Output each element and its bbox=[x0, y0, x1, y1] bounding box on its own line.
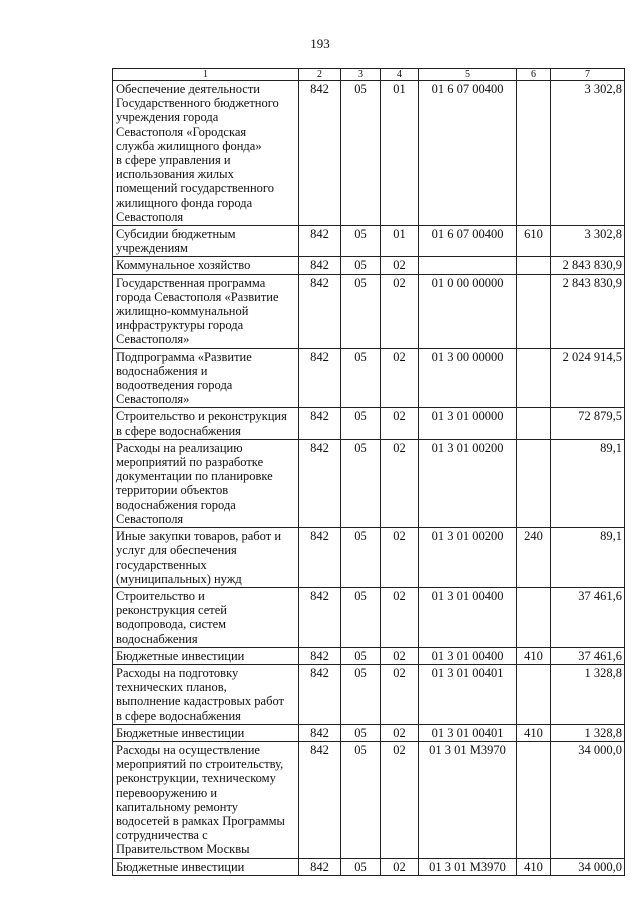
expense-type-code bbox=[517, 741, 551, 858]
expense-name-line: учреждения города bbox=[116, 110, 219, 125]
expense-name-line: водоотведения города bbox=[116, 378, 233, 393]
expense-type-code bbox=[517, 348, 551, 408]
target-article-code: 01 0 00 00000 bbox=[419, 274, 517, 348]
amount: 89,1 bbox=[551, 528, 625, 588]
expense-name bbox=[113, 587, 299, 647]
admin-code: 842 bbox=[299, 439, 341, 527]
target-article-code: 01 3 01 00200 bbox=[419, 528, 517, 588]
admin-code: 842 bbox=[299, 664, 341, 724]
expense-name bbox=[113, 647, 299, 664]
expense-name-line: Иные закупки товаров, работ и bbox=[116, 529, 282, 544]
expense-name-line: Севастополя bbox=[116, 511, 184, 526]
table-row bbox=[113, 408, 625, 439]
expense-name-line: Правительством Москвы bbox=[116, 842, 250, 857]
expense-name bbox=[113, 257, 299, 274]
expense-name-line: реконструкция сетей bbox=[116, 603, 227, 618]
section-code: 05 bbox=[341, 664, 381, 724]
expense-name-line: водопровода, систем bbox=[116, 617, 227, 632]
amount: 34 000,0 bbox=[551, 858, 625, 875]
expense-name-line: Строительство и реконструкция bbox=[116, 409, 287, 424]
subsection-code: 02 bbox=[381, 274, 419, 348]
expense-name-line: Субсидии бюджетным bbox=[116, 227, 236, 242]
expense-name-line: технических планов, bbox=[116, 680, 227, 695]
expense-name bbox=[113, 226, 299, 257]
table-row bbox=[113, 664, 625, 724]
admin-code: 842 bbox=[299, 408, 341, 439]
column-number-row bbox=[113, 69, 625, 81]
expense-name bbox=[113, 81, 299, 226]
expense-name-line: Бюджетные инвестиции bbox=[116, 648, 245, 663]
expense-name-line: города Севастополя «Развитие bbox=[116, 289, 279, 304]
expense-name bbox=[113, 348, 299, 408]
expense-name-line: учреждениям bbox=[116, 241, 188, 256]
budget-table-body bbox=[113, 69, 625, 876]
amount: 37 461,6 bbox=[551, 587, 625, 647]
amount: 3 302,8 bbox=[551, 226, 625, 257]
expense-name-line: Расходы на реализацию bbox=[116, 440, 243, 455]
expense-name-line: Севастополя» bbox=[116, 392, 190, 407]
admin-code: 842 bbox=[299, 226, 341, 257]
admin-code: 842 bbox=[299, 741, 341, 858]
expense-name-line: Расходы на осуществление bbox=[116, 742, 260, 757]
expense-name-line: инфраструктуры города bbox=[116, 318, 244, 333]
section-code: 05 bbox=[341, 81, 381, 226]
admin-code: 842 bbox=[299, 81, 341, 226]
expense-type-code bbox=[517, 274, 551, 348]
expense-type-code: 410 bbox=[517, 647, 551, 664]
table-row bbox=[113, 257, 625, 274]
expense-name bbox=[113, 724, 299, 741]
table-row bbox=[113, 724, 625, 741]
expense-name-line: жилищного фонда города bbox=[116, 195, 253, 210]
target-article-code: 01 3 01 00400 bbox=[419, 587, 517, 647]
table-row bbox=[113, 858, 625, 875]
expense-name-line: (муниципальных) нужд bbox=[116, 571, 242, 586]
expense-name-line: капитальному ремонту bbox=[116, 799, 239, 814]
expense-type-code: 410 bbox=[517, 858, 551, 875]
target-article-code: 01 3 01 00400 bbox=[419, 647, 517, 664]
section-code: 05 bbox=[341, 257, 381, 274]
expense-name-line: использования жилых bbox=[116, 167, 234, 182]
subsection-code: 02 bbox=[381, 664, 419, 724]
expense-name-line: мероприятий по строительству, bbox=[116, 757, 284, 772]
admin-code: 842 bbox=[299, 724, 341, 741]
target-article-code: 01 3 01 М3970 bbox=[419, 741, 517, 858]
table-row bbox=[113, 274, 625, 348]
subsection-code: 01 bbox=[381, 81, 419, 226]
expense-name bbox=[113, 664, 299, 724]
amount: 1 328,8 bbox=[551, 724, 625, 741]
expense-name-line: Строительство и bbox=[116, 588, 205, 603]
subsection-code: 02 bbox=[381, 439, 419, 527]
expense-type-code bbox=[517, 439, 551, 527]
expense-type-code bbox=[517, 664, 551, 724]
section-code: 05 bbox=[341, 858, 381, 875]
section-code: 05 bbox=[341, 528, 381, 588]
expense-name-line: Коммунальное хозяйство bbox=[116, 258, 251, 273]
expense-type-code bbox=[517, 587, 551, 647]
expense-name-line: Бюджетные инвестиции bbox=[116, 859, 245, 874]
expense-name-line: жилищно-коммунальной bbox=[116, 304, 249, 319]
expense-name bbox=[113, 408, 299, 439]
expense-type-code: 410 bbox=[517, 724, 551, 741]
table-row bbox=[113, 348, 625, 408]
expense-name-line: водосетей в рамках Программы bbox=[116, 813, 285, 828]
column-number: 4 bbox=[381, 69, 419, 81]
admin-code: 842 bbox=[299, 647, 341, 664]
expense-name-line: территории объектов bbox=[116, 483, 229, 498]
expense-name bbox=[113, 858, 299, 875]
subsection-code: 02 bbox=[381, 741, 419, 858]
expense-name-line: перевооружению и bbox=[116, 785, 218, 800]
section-code: 05 bbox=[341, 741, 381, 858]
amount: 2 843 830,9 bbox=[551, 274, 625, 348]
table-row bbox=[113, 741, 625, 858]
expense-name bbox=[113, 528, 299, 588]
amount: 1 328,8 bbox=[551, 664, 625, 724]
table-row bbox=[113, 587, 625, 647]
expense-name-line: государственных bbox=[116, 557, 207, 572]
table-row bbox=[113, 528, 625, 588]
subsection-code: 02 bbox=[381, 587, 419, 647]
expense-name bbox=[113, 274, 299, 348]
expense-name-line: в сфере управления и bbox=[116, 153, 231, 168]
target-article-code: 01 3 01 00401 bbox=[419, 664, 517, 724]
target-article-code: 01 3 01 00200 bbox=[419, 439, 517, 527]
target-article-code: 01 3 01 00000 bbox=[419, 408, 517, 439]
target-article-code: 01 3 01 М3970 bbox=[419, 858, 517, 875]
subsection-code: 02 bbox=[381, 528, 419, 588]
amount: 37 461,6 bbox=[551, 647, 625, 664]
expense-name-line: сотрудничества с bbox=[116, 828, 208, 843]
expense-name-line: Государственного бюджетного bbox=[116, 96, 279, 111]
section-code: 05 bbox=[341, 724, 381, 741]
subsection-code: 02 bbox=[381, 858, 419, 875]
target-article-code: 01 6 07 00400 bbox=[419, 81, 517, 226]
column-number: 6 bbox=[517, 69, 551, 81]
section-code: 05 bbox=[341, 408, 381, 439]
budget-table bbox=[112, 68, 625, 876]
admin-code: 842 bbox=[299, 274, 341, 348]
admin-code: 842 bbox=[299, 348, 341, 408]
expense-name-line: водоснабжения и bbox=[116, 363, 208, 378]
table-row bbox=[113, 81, 625, 226]
target-article-code bbox=[419, 257, 517, 274]
admin-code: 842 bbox=[299, 587, 341, 647]
expense-name-line: реконструкции, техническому bbox=[116, 771, 276, 786]
column-number: 3 bbox=[341, 69, 381, 81]
amount: 89,1 bbox=[551, 439, 625, 527]
column-number: 1 bbox=[113, 69, 299, 81]
section-code: 05 bbox=[341, 226, 381, 257]
table-row bbox=[113, 647, 625, 664]
expense-name-line: Расходы на подготовку bbox=[116, 665, 239, 680]
expense-name-line: помещений государственного bbox=[116, 181, 274, 196]
expense-name-line: документации по планировке bbox=[116, 469, 273, 484]
column-number: 7 bbox=[551, 69, 625, 81]
expense-name-line: служба жилищного фонда» bbox=[116, 138, 262, 153]
section-code: 05 bbox=[341, 348, 381, 408]
expense-name-line: Обеспечение деятельности bbox=[116, 82, 261, 96]
subsection-code: 02 bbox=[381, 257, 419, 274]
expense-name-line: водоснабжения города bbox=[116, 497, 236, 512]
subsection-code: 02 bbox=[381, 647, 419, 664]
table-row bbox=[113, 226, 625, 257]
expense-name-line: мероприятий по разработке bbox=[116, 455, 264, 470]
expense-name-line: Государственная программа bbox=[116, 275, 266, 290]
subsection-code: 02 bbox=[381, 724, 419, 741]
target-article-code: 01 3 01 00401 bbox=[419, 724, 517, 741]
table-row bbox=[113, 439, 625, 527]
expense-type-code bbox=[517, 81, 551, 226]
admin-code: 842 bbox=[299, 528, 341, 588]
subsection-code: 02 bbox=[381, 408, 419, 439]
section-code: 05 bbox=[341, 647, 381, 664]
column-number: 5 bbox=[419, 69, 517, 81]
expense-type-code bbox=[517, 408, 551, 439]
section-code: 05 bbox=[341, 274, 381, 348]
expense-name bbox=[113, 741, 299, 858]
expense-name-line: Бюджетные инвестиции bbox=[116, 725, 245, 740]
subsection-code: 02 bbox=[381, 348, 419, 408]
amount: 34 000,0 bbox=[551, 741, 625, 858]
amount: 3 302,8 bbox=[551, 81, 625, 226]
expense-name-line: Севастополя bbox=[116, 209, 184, 224]
expense-name-line: Севастополя» bbox=[116, 332, 190, 347]
expense-name-line: Севастополя «Городская bbox=[116, 124, 247, 139]
expense-name-line: Подпрограмма «Развитие bbox=[116, 349, 252, 364]
subsection-code: 01 bbox=[381, 226, 419, 257]
page-number: 193 bbox=[310, 36, 330, 51]
expense-name-line: в сфере водоснабжения bbox=[116, 423, 241, 438]
admin-code: 842 bbox=[299, 858, 341, 875]
target-article-code: 01 6 07 00400 bbox=[419, 226, 517, 257]
column-number: 2 bbox=[299, 69, 341, 81]
amount: 72 879,5 bbox=[551, 408, 625, 439]
section-code: 05 bbox=[341, 439, 381, 527]
expense-name bbox=[113, 439, 299, 527]
target-article-code: 01 3 00 00000 bbox=[419, 348, 517, 408]
expense-name-line: водоснабжения bbox=[116, 631, 198, 646]
amount: 2 024 914,5 bbox=[551, 348, 625, 408]
expense-type-code bbox=[517, 257, 551, 274]
amount: 2 843 830,9 bbox=[551, 257, 625, 274]
expense-name-line: выполнение кадастровых работ bbox=[116, 694, 284, 709]
expense-type-code: 610 bbox=[517, 226, 551, 257]
admin-code: 842 bbox=[299, 257, 341, 274]
section-code: 05 bbox=[341, 587, 381, 647]
expense-name-line: в сфере водоснабжения bbox=[116, 708, 241, 723]
expense-name-line: услуг для обеспечения bbox=[116, 543, 237, 558]
expense-type-code: 240 bbox=[517, 528, 551, 588]
